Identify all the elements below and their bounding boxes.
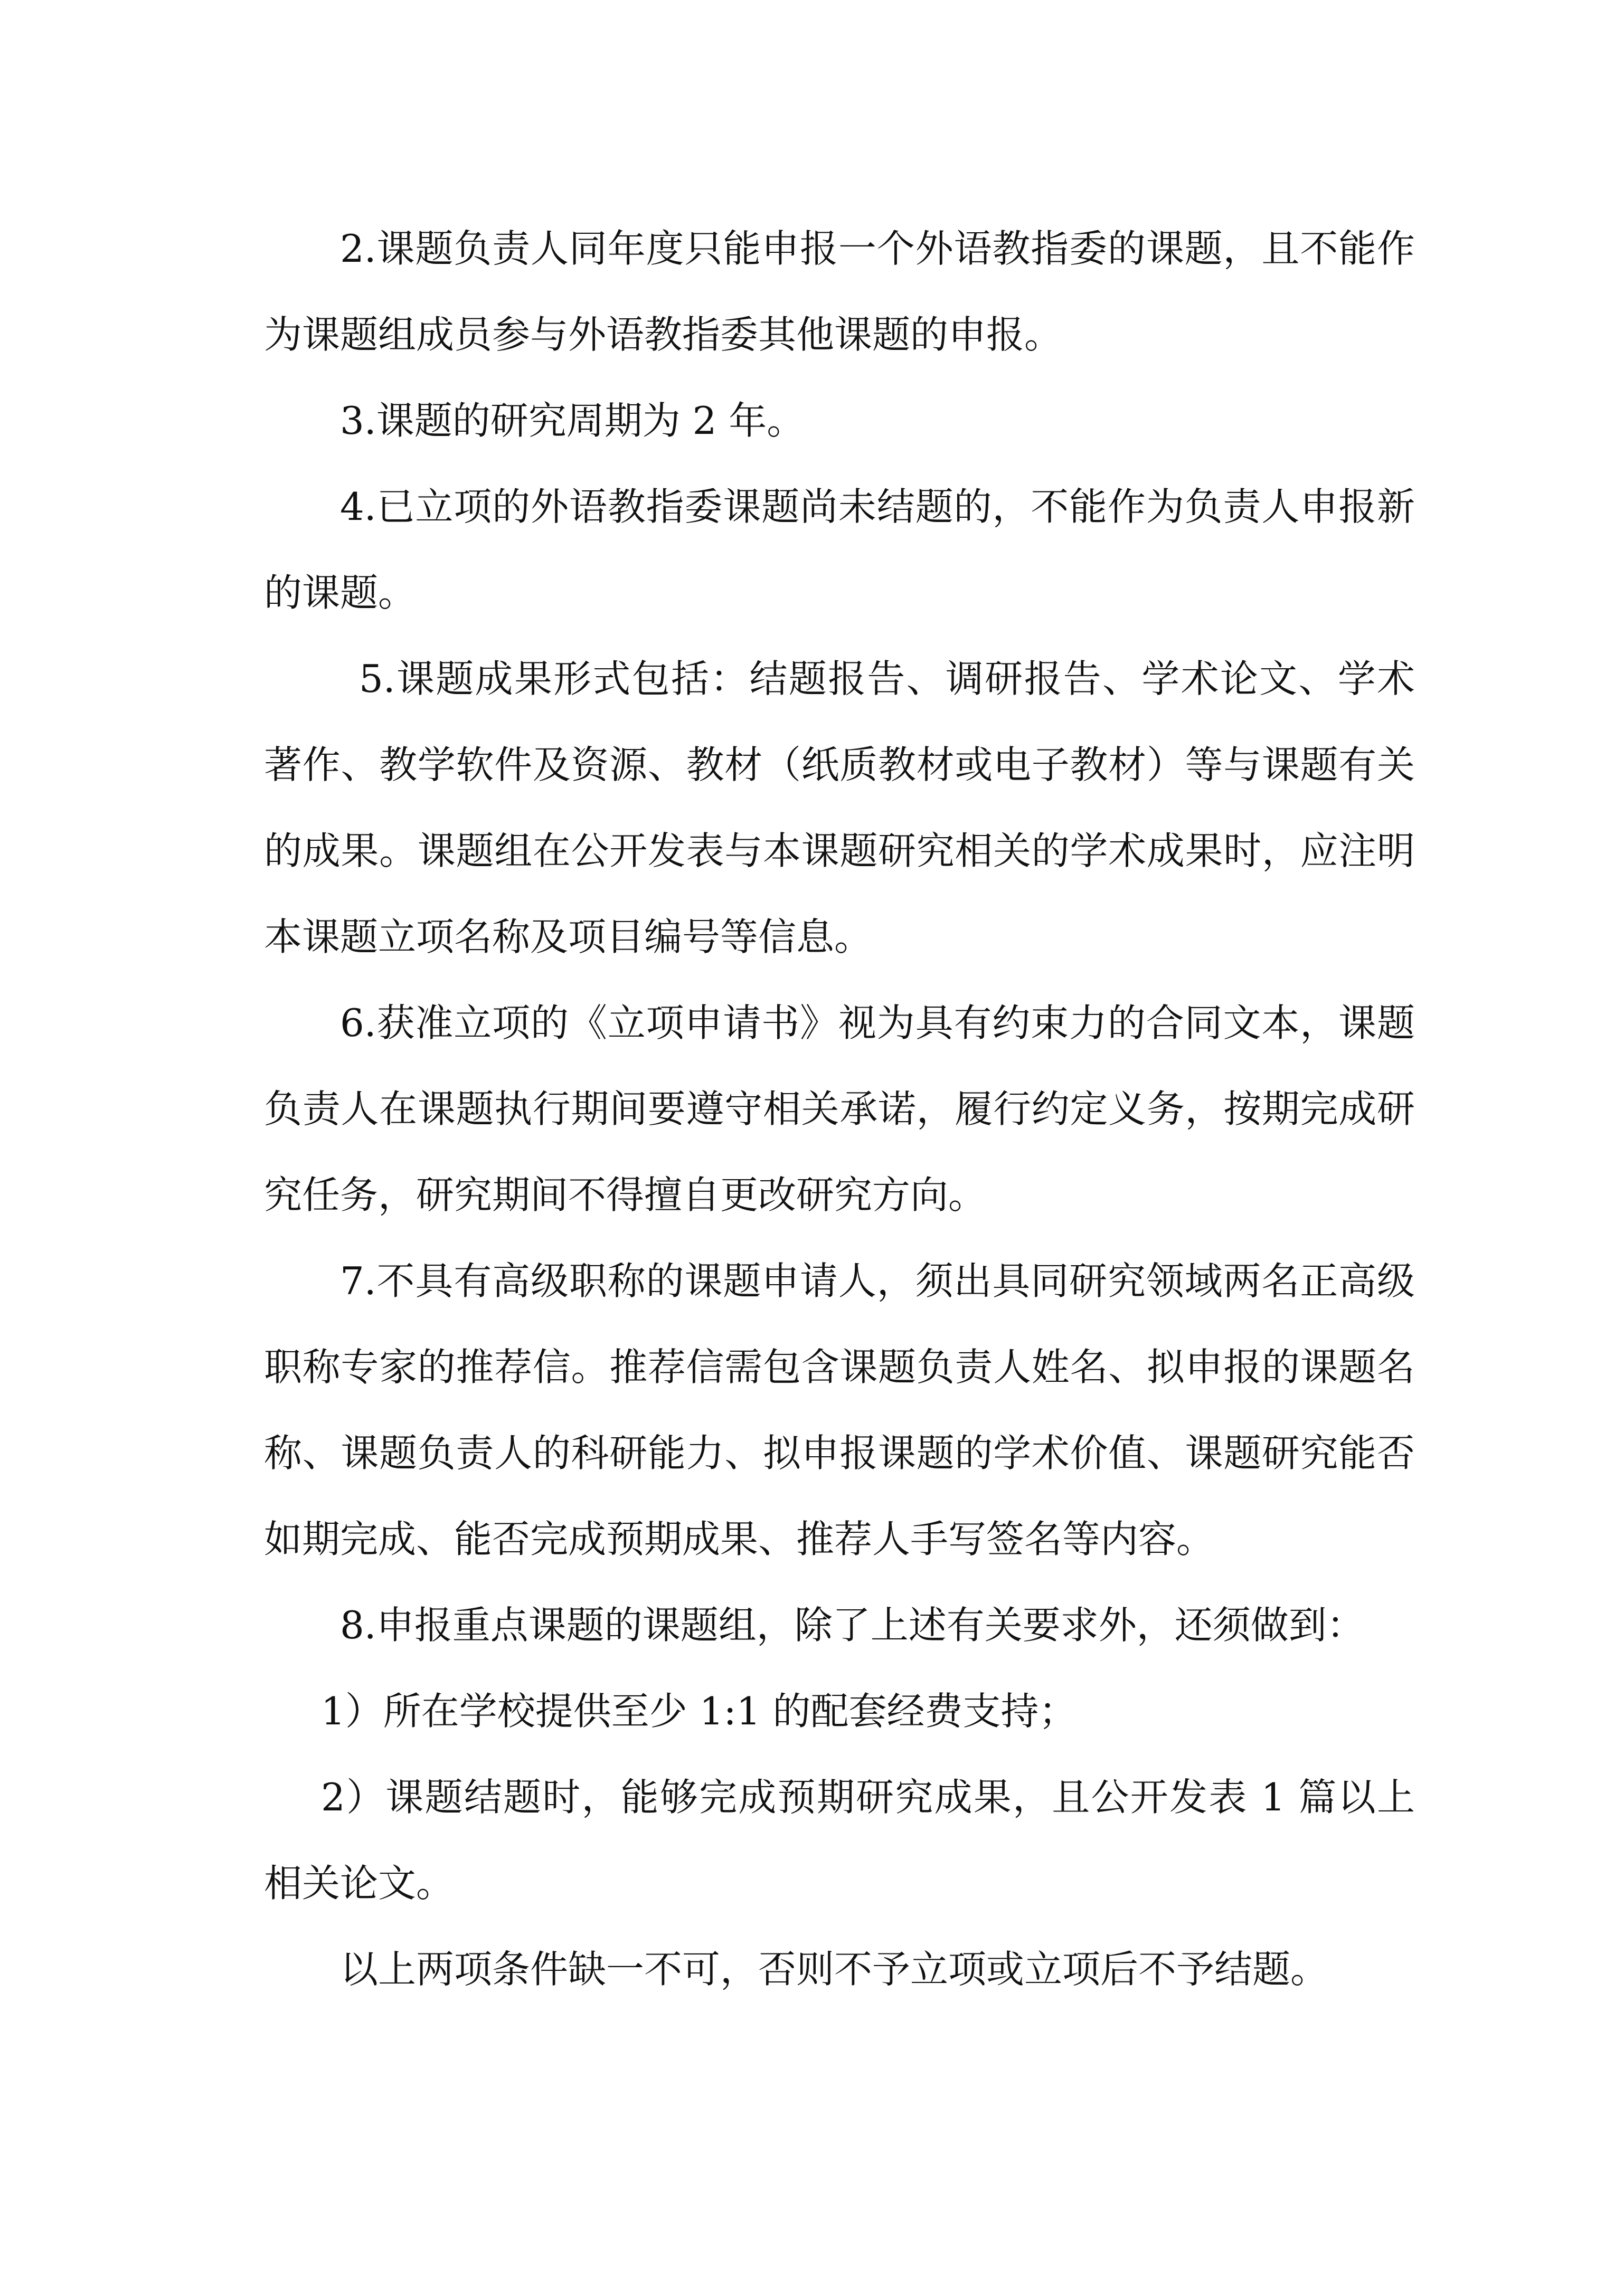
paragraph-item-6: 6.获准立项的《立项申请书》视为具有约束力的合同文本，课题负责人在课题执行期间要遵守相关承诺，履行约定义务，按期完成研究任务，研究期间不得擅自更改研究方向。 — [264, 1001, 1415, 1217]
paragraph-item-4: 4.已立项的外语教指委课题尚未结题的，不能作为负责人申报新的课题。 — [264, 485, 1415, 615]
paragraph-item-5: 5.课题成果形式包括：结题报告、调研报告、学术论文、学术著作、教学软件及资源、教材（纸质教材或电子教材）等与课题有关的成果。课题组在公开发表与本课题研究相关的学术成果时，应注明本课题立项名称及项目编号等信息。 — [264, 657, 1415, 959]
paragraph-item-2: 2.课题负责人同年度只能申报一个外语教指委的课题，且不能作为课题组成员参与外语教指委其他课题的申报。 — [264, 226, 1415, 357]
paragraph-item-7: 7.不具有高级职称的课题申请人，须出具同研究领域两名正高级职称专家的推荐信。推荐信需包含课题负责人姓名、拟申报的课题名称、课题负责人的科研能力、拟申报课题的学术价值、课题研究能否如期完成、能否完成预期成果、推荐人手写签名等内容。 — [264, 1259, 1415, 1561]
sub-item-1: 1）所在学校提供至少 1:1 的配套经费支持； — [321, 1689, 1077, 1733]
sub-item-2: 2）课题结题时，能够完成预期研究成果，且公开发表 1 篇以上相关论文。 — [264, 1775, 1415, 1905]
paragraph-item-3: 3.课题的研究周期为 2 年。 — [340, 399, 805, 443]
paragraph-item-8: 8.申报重点课题的课题组，除了上述有关要求外，还须做到： — [340, 1603, 1365, 1647]
document-body — [264, 206, 1415, 2013]
closing-paragraph: 以上两项条件缺一不可，否则不予立项或立项后不予结题。 — [340, 1947, 1329, 1991]
